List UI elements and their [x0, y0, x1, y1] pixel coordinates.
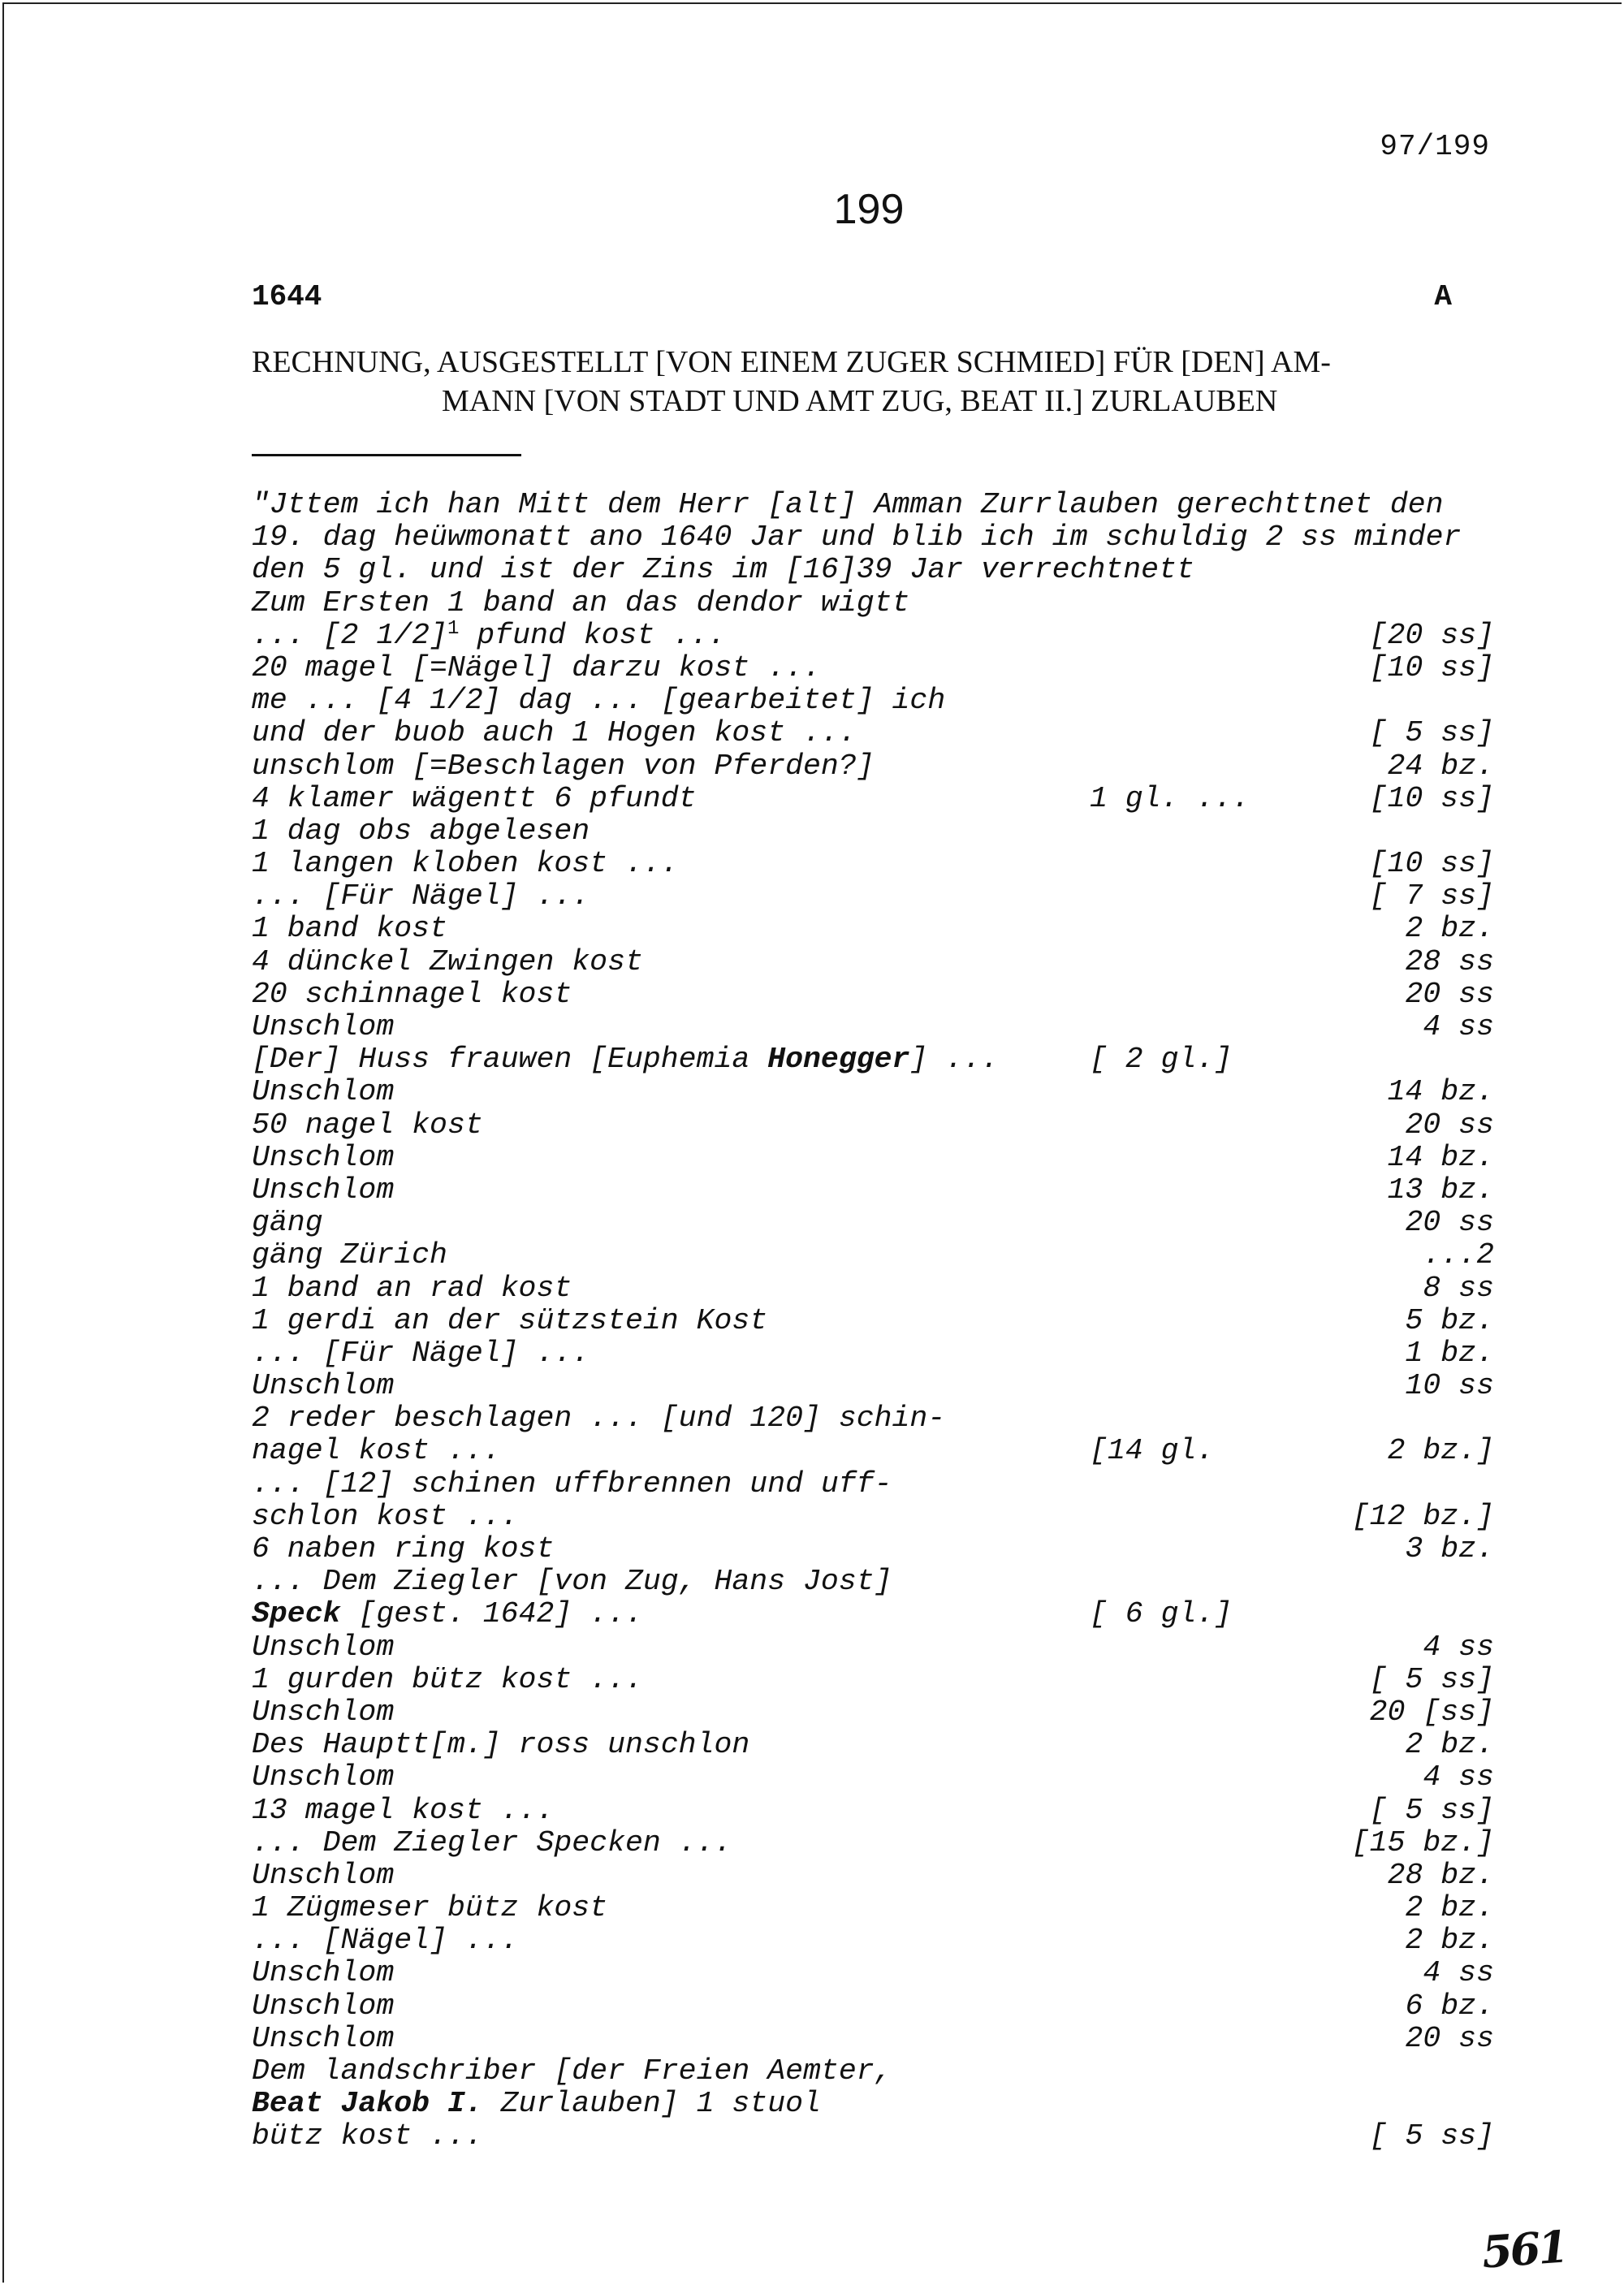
entry-text — [252, 848, 679, 880]
entry-row — [252, 781, 1494, 815]
entry-amount: [10 ss] — [1369, 781, 1494, 815]
account-entries — [252, 488, 1494, 2153]
entry-amount: [ 5 ss] — [1369, 1662, 1494, 1696]
entry-row — [252, 521, 1470, 554]
entry-amount: 14 bz. — [1387, 1140, 1494, 1174]
entry-text-part: 20 schinnagel kost — [252, 977, 572, 1011]
entry-text — [252, 1761, 394, 1794]
entry-text — [252, 1272, 572, 1305]
entry-amount: 13 bz. — [1387, 1173, 1494, 1207]
entry-text-part: ... Dem Ziegler [von Zug, Hans Jost] — [252, 1565, 892, 1599]
heading-line-2: MANN [VON STADT UND AMT ZUG, BEAT II.] ZURLAUBEN — [442, 384, 1278, 418]
entry-row — [252, 1566, 1470, 1598]
entry-amount: [10 ss] — [1369, 650, 1494, 685]
entry-row — [252, 2021, 1494, 2055]
entry-text — [252, 1370, 394, 1402]
entry-row — [252, 1598, 1470, 1631]
entry-text-part: gäng Zürich — [252, 1238, 447, 1272]
entry-amount: 4 ss — [1423, 1010, 1494, 1043]
entry-text — [252, 617, 726, 652]
entry-text-part: 20 magel [=Nägel] darzu kost ... — [252, 650, 821, 685]
entry-amount: 1 bz. — [1405, 1336, 1494, 1370]
entry-text — [252, 1305, 767, 1337]
entry-text — [252, 880, 590, 913]
entry-text-part: unschlom [=Beschlagen von Pferden?] — [252, 749, 875, 783]
entry-text — [252, 1239, 447, 1272]
entry-row — [252, 685, 1470, 717]
entry-text — [252, 913, 447, 945]
entry-text — [252, 1860, 394, 1892]
entry-text-part: Unschlom — [252, 1140, 395, 1174]
entry-row — [252, 1468, 1470, 1501]
separator-rule — [252, 454, 521, 456]
entry-subtotal: [ 2 gl.] — [1090, 1043, 1233, 1077]
page-number: 199 — [833, 186, 905, 233]
entry-row — [252, 749, 1494, 783]
entry-row — [252, 650, 1494, 685]
entry-text-part: Unschlom — [252, 1173, 395, 1207]
folio-number: 97/199 — [1380, 130, 1490, 163]
entry-row — [252, 977, 1494, 1011]
entry-text-part: ... [12] schinen uffbrennen und uff- — [252, 1466, 892, 1501]
entry-text — [252, 1109, 483, 1142]
entry-text-part: [gest. 1642] ... — [340, 1597, 643, 1631]
entry-amount: 20 ss — [1405, 2021, 1494, 2055]
entry-row — [252, 1532, 1494, 1566]
entry-row — [252, 1206, 1494, 1240]
entry-row — [252, 879, 1494, 914]
entry-amount: [10 ss] — [1369, 847, 1494, 881]
entry-row — [252, 1728, 1494, 1762]
entry-text — [252, 2055, 892, 2088]
entry-text — [252, 1827, 732, 1860]
entry-text-part: 2 reder beschlagen ... [und 120] schin- — [252, 1402, 946, 1436]
entry-row — [252, 1303, 1494, 1337]
entry-text — [252, 1533, 554, 1566]
entry-text — [252, 521, 1461, 554]
entry-text — [252, 1990, 394, 2023]
entry-text-part: Unschlom — [252, 1989, 395, 2023]
entry-amount: [20 ss] — [1369, 618, 1494, 652]
entry-amount: 2 bz.] — [1387, 1434, 1494, 1468]
entry-text — [252, 2088, 821, 2120]
entry-amount: 10 ss — [1405, 1369, 1494, 1403]
entry-text — [252, 1207, 323, 1239]
entry-amount: 20 [ss] — [1369, 1695, 1494, 1729]
entry-amount: 2 bz. — [1405, 1891, 1494, 1925]
entry-text — [252, 2023, 394, 2055]
entry-name-bold: Honegger — [767, 1043, 910, 1077]
entry-row — [252, 1271, 1494, 1305]
entry-text — [252, 750, 875, 783]
entry-subtotal: [14 gl. — [1090, 1434, 1215, 1468]
entry-amount: 14 bz. — [1387, 1075, 1494, 1109]
entry-row — [252, 554, 1470, 586]
entry-amount: 20 ss — [1405, 1108, 1494, 1142]
entry-row — [252, 1499, 1494, 1533]
entry-text-part: Unschlom — [252, 1760, 395, 1795]
entry-text — [252, 1435, 501, 1467]
entry-row — [252, 944, 1494, 978]
entry-text-part: ... [Nägel] ... — [252, 1924, 519, 1958]
entry-row — [252, 1956, 1494, 1990]
entry-amount: 2 bz. — [1405, 1728, 1494, 1762]
entry-text — [252, 1957, 394, 1989]
entry-text-part: ] ... — [909, 1043, 999, 1077]
entry-text-part: 1 gurden bütz kost ... — [252, 1662, 643, 1696]
entry-text — [252, 587, 909, 620]
entry-text-part: Unschlom — [252, 1075, 395, 1109]
entry-text-part: 1 Zügmeser bütz kost — [252, 1891, 608, 1925]
entry-text — [252, 1043, 999, 1076]
entry-text — [252, 1402, 945, 1435]
entry-text — [252, 685, 945, 717]
entry-text — [252, 1892, 607, 1924]
entry-text-part: Unschlom — [252, 1956, 395, 1990]
entry-text-part: nagel kost ... — [252, 1434, 501, 1468]
entry-text — [252, 1076, 394, 1108]
entry-row — [252, 1662, 1494, 1696]
entry-row — [252, 1434, 1494, 1468]
entry-row — [252, 716, 1494, 750]
entry-row — [252, 1793, 1494, 1827]
entry-text-part: 13 magel kost ... — [252, 1793, 555, 1827]
entry-text-part: Des Hauptt[m.] ross unschlon — [252, 1728, 750, 1762]
footnote-marker: 1 — [447, 617, 460, 640]
entry-text — [252, 1664, 643, 1696]
entry-text-part: 4 dünckel Zwingen kost — [252, 944, 643, 978]
entry-amount: 4 ss — [1423, 1956, 1494, 1990]
entry-text-part: Unschlom — [252, 1630, 395, 1664]
entry-row — [252, 1075, 1494, 1109]
entry-text-part: ... [Für Nägel] ... — [252, 879, 590, 914]
entry-amount: ...2 — [1423, 1238, 1494, 1272]
entry-row — [252, 1336, 1494, 1370]
entry-text-part: Zum Ersten 1 band an das dendor wigtt — [252, 585, 910, 620]
entry-row — [252, 2055, 1470, 2088]
entry-text — [252, 1729, 749, 1761]
entry-text-part: 1 langen kloben kost ... — [252, 847, 679, 881]
entry-row — [252, 1043, 1470, 1076]
entry-text-part: me ... [4 1/2] dag ... [gearbeitet] ich — [252, 684, 946, 718]
entry-amount: 5 bz. — [1405, 1303, 1494, 1337]
entry-row — [252, 1108, 1494, 1142]
entry-text — [252, 815, 590, 848]
entry-name-bold: Beat Jakob I. — [252, 2087, 483, 2121]
entry-text — [252, 1468, 892, 1501]
entry-row — [252, 1924, 1494, 1958]
entry-text-part: ... Dem Ziegler Specken ... — [252, 1825, 732, 1860]
entry-subtotal: 1 gl. ... — [1090, 781, 1250, 815]
entry-row — [252, 1173, 1494, 1207]
entry-amount: 20 ss — [1405, 1206, 1494, 1240]
entry-row — [252, 1695, 1494, 1729]
entry-amount: [ 5 ss] — [1369, 2119, 1494, 2153]
entry-row — [252, 847, 1494, 881]
entry-amount: [ 7 ss] — [1369, 879, 1494, 914]
heading-line-1: RECHNUNG, AUSGESTELLT [VON EINEM ZUGER SCHMIED] FÜR [DEN] AM- — [252, 345, 1331, 379]
entry-amount: 6 bz. — [1405, 1989, 1494, 2023]
entry-row — [252, 2088, 1470, 2120]
entry-text — [252, 1631, 394, 1664]
entry-text-part: und der buob auch 1 Hogen kost ... — [252, 716, 857, 750]
entry-text — [252, 1795, 554, 1827]
entry-row — [252, 1858, 1494, 1892]
entry-row — [252, 2119, 1494, 2153]
entry-text-part: "Jttem ich han Mitt dem Herr [alt] Amman Zurrlauben gerechttnet den — [252, 488, 1444, 521]
entry-text-part: gäng — [252, 1206, 323, 1240]
entry-text-part: ... [2 1/2] — [252, 618, 447, 652]
entry-row — [252, 1140, 1494, 1174]
entry-amount: [ 5 ss] — [1369, 716, 1494, 750]
entry-text — [252, 1924, 519, 1957]
entry-text-part: 1 band kost — [252, 912, 447, 946]
entry-name-bold: Speck — [252, 1597, 341, 1631]
entry-row — [252, 815, 1470, 848]
document-letter: A — [1434, 280, 1452, 313]
entry-text — [252, 1174, 394, 1207]
entry-subtotal: [ 6 gl.] — [1090, 1597, 1233, 1631]
entry-text-part: den 5 gl. und ist der Zins im [16]39 Jar verrechtnett — [252, 553, 1194, 587]
entry-amount: 2 bz. — [1405, 912, 1494, 946]
entry-row — [252, 1891, 1494, 1925]
entry-amount: 4 ss — [1423, 1760, 1494, 1795]
entry-text-part: bütz kost ... — [252, 2119, 483, 2153]
entry-amount: [15 bz.] — [1351, 1825, 1494, 1860]
entry-row — [252, 1010, 1494, 1043]
entry-text — [252, 783, 697, 815]
entry-amount: 3 bz. — [1405, 1532, 1494, 1566]
entry-text — [252, 1142, 394, 1174]
entry-text — [252, 554, 1194, 586]
entry-text-part: Unschlom — [252, 1695, 395, 1729]
entry-row — [252, 912, 1494, 946]
entry-text — [252, 652, 821, 685]
entry-text-part: 4 klamer wägentt 6 pfundt — [252, 781, 697, 815]
entry-text — [252, 1598, 643, 1631]
entry-row — [252, 1825, 1494, 1860]
entry-text-part: 1 dag obs abgelesen — [252, 814, 590, 848]
entry-text — [252, 717, 857, 749]
entry-text-part: ... [Für Nägel] ... — [252, 1336, 590, 1370]
entry-text-part: 50 nagel kost — [252, 1108, 483, 1142]
entry-amount: 20 ss — [1405, 977, 1494, 1011]
entry-text-part: 6 naben ring kost — [252, 1532, 555, 1566]
entry-text — [252, 1337, 590, 1370]
entry-row — [252, 1989, 1494, 2023]
entry-row — [252, 1402, 1470, 1435]
entry-text-part: Unschlom — [252, 2021, 395, 2055]
entry-row — [252, 1369, 1494, 1403]
entry-text-part: 1 band an rad kost — [252, 1271, 572, 1305]
entry-amount: 8 ss — [1423, 1271, 1494, 1305]
entry-row — [252, 1760, 1494, 1795]
entry-text — [252, 1696, 394, 1729]
entry-text — [252, 1501, 519, 1533]
entry-amount: [12 bz.] — [1351, 1499, 1494, 1533]
entry-text-part: 1 gerdi an der sützstein Kost — [252, 1303, 768, 1337]
entry-amount: [ 5 ss] — [1369, 1793, 1494, 1827]
entry-row — [252, 617, 1494, 652]
entry-row — [252, 1630, 1494, 1664]
entry-text-part: pfund kost ... — [459, 618, 726, 652]
entry-text-part: Unschlom — [252, 1369, 395, 1403]
entry-text-part: 19. dag heüwmonatt ano 1640 Jar und blib ich im schuldig 2 ss minder — [252, 520, 1462, 555]
entry-amount: 2 bz. — [1405, 1924, 1494, 1958]
document-year: 1644 — [252, 280, 322, 313]
entry-row — [252, 1238, 1494, 1272]
entry-amount: 28 ss — [1405, 944, 1494, 978]
entry-text — [252, 1011, 394, 1043]
entry-text — [252, 946, 643, 978]
entry-text-part: Unschlom — [252, 1010, 395, 1043]
entry-text-part: schlon kost ... — [252, 1499, 519, 1533]
entry-text-part: Unschlom — [252, 1858, 395, 1892]
entry-text — [252, 2120, 483, 2153]
entry-row — [252, 489, 1470, 521]
archive-stamp: 561 — [1479, 2220, 1568, 2279]
entry-amount: 24 bz. — [1387, 749, 1494, 783]
entry-text — [252, 489, 1444, 521]
entry-text-part: Zurlauben] 1 stuol — [482, 2087, 821, 2121]
entry-amount: 4 ss — [1423, 1630, 1494, 1664]
entry-text — [252, 978, 572, 1011]
entry-amount: 28 bz. — [1387, 1858, 1494, 1892]
entry-text — [252, 1566, 892, 1598]
entry-text-part: Dem landschriber [der Freien Aemter, — [252, 2054, 892, 2088]
document-heading — [252, 343, 1470, 421]
entry-text-part: [Der] Huss frauwen [Euphemia — [252, 1043, 768, 1077]
entry-row — [252, 587, 1470, 620]
